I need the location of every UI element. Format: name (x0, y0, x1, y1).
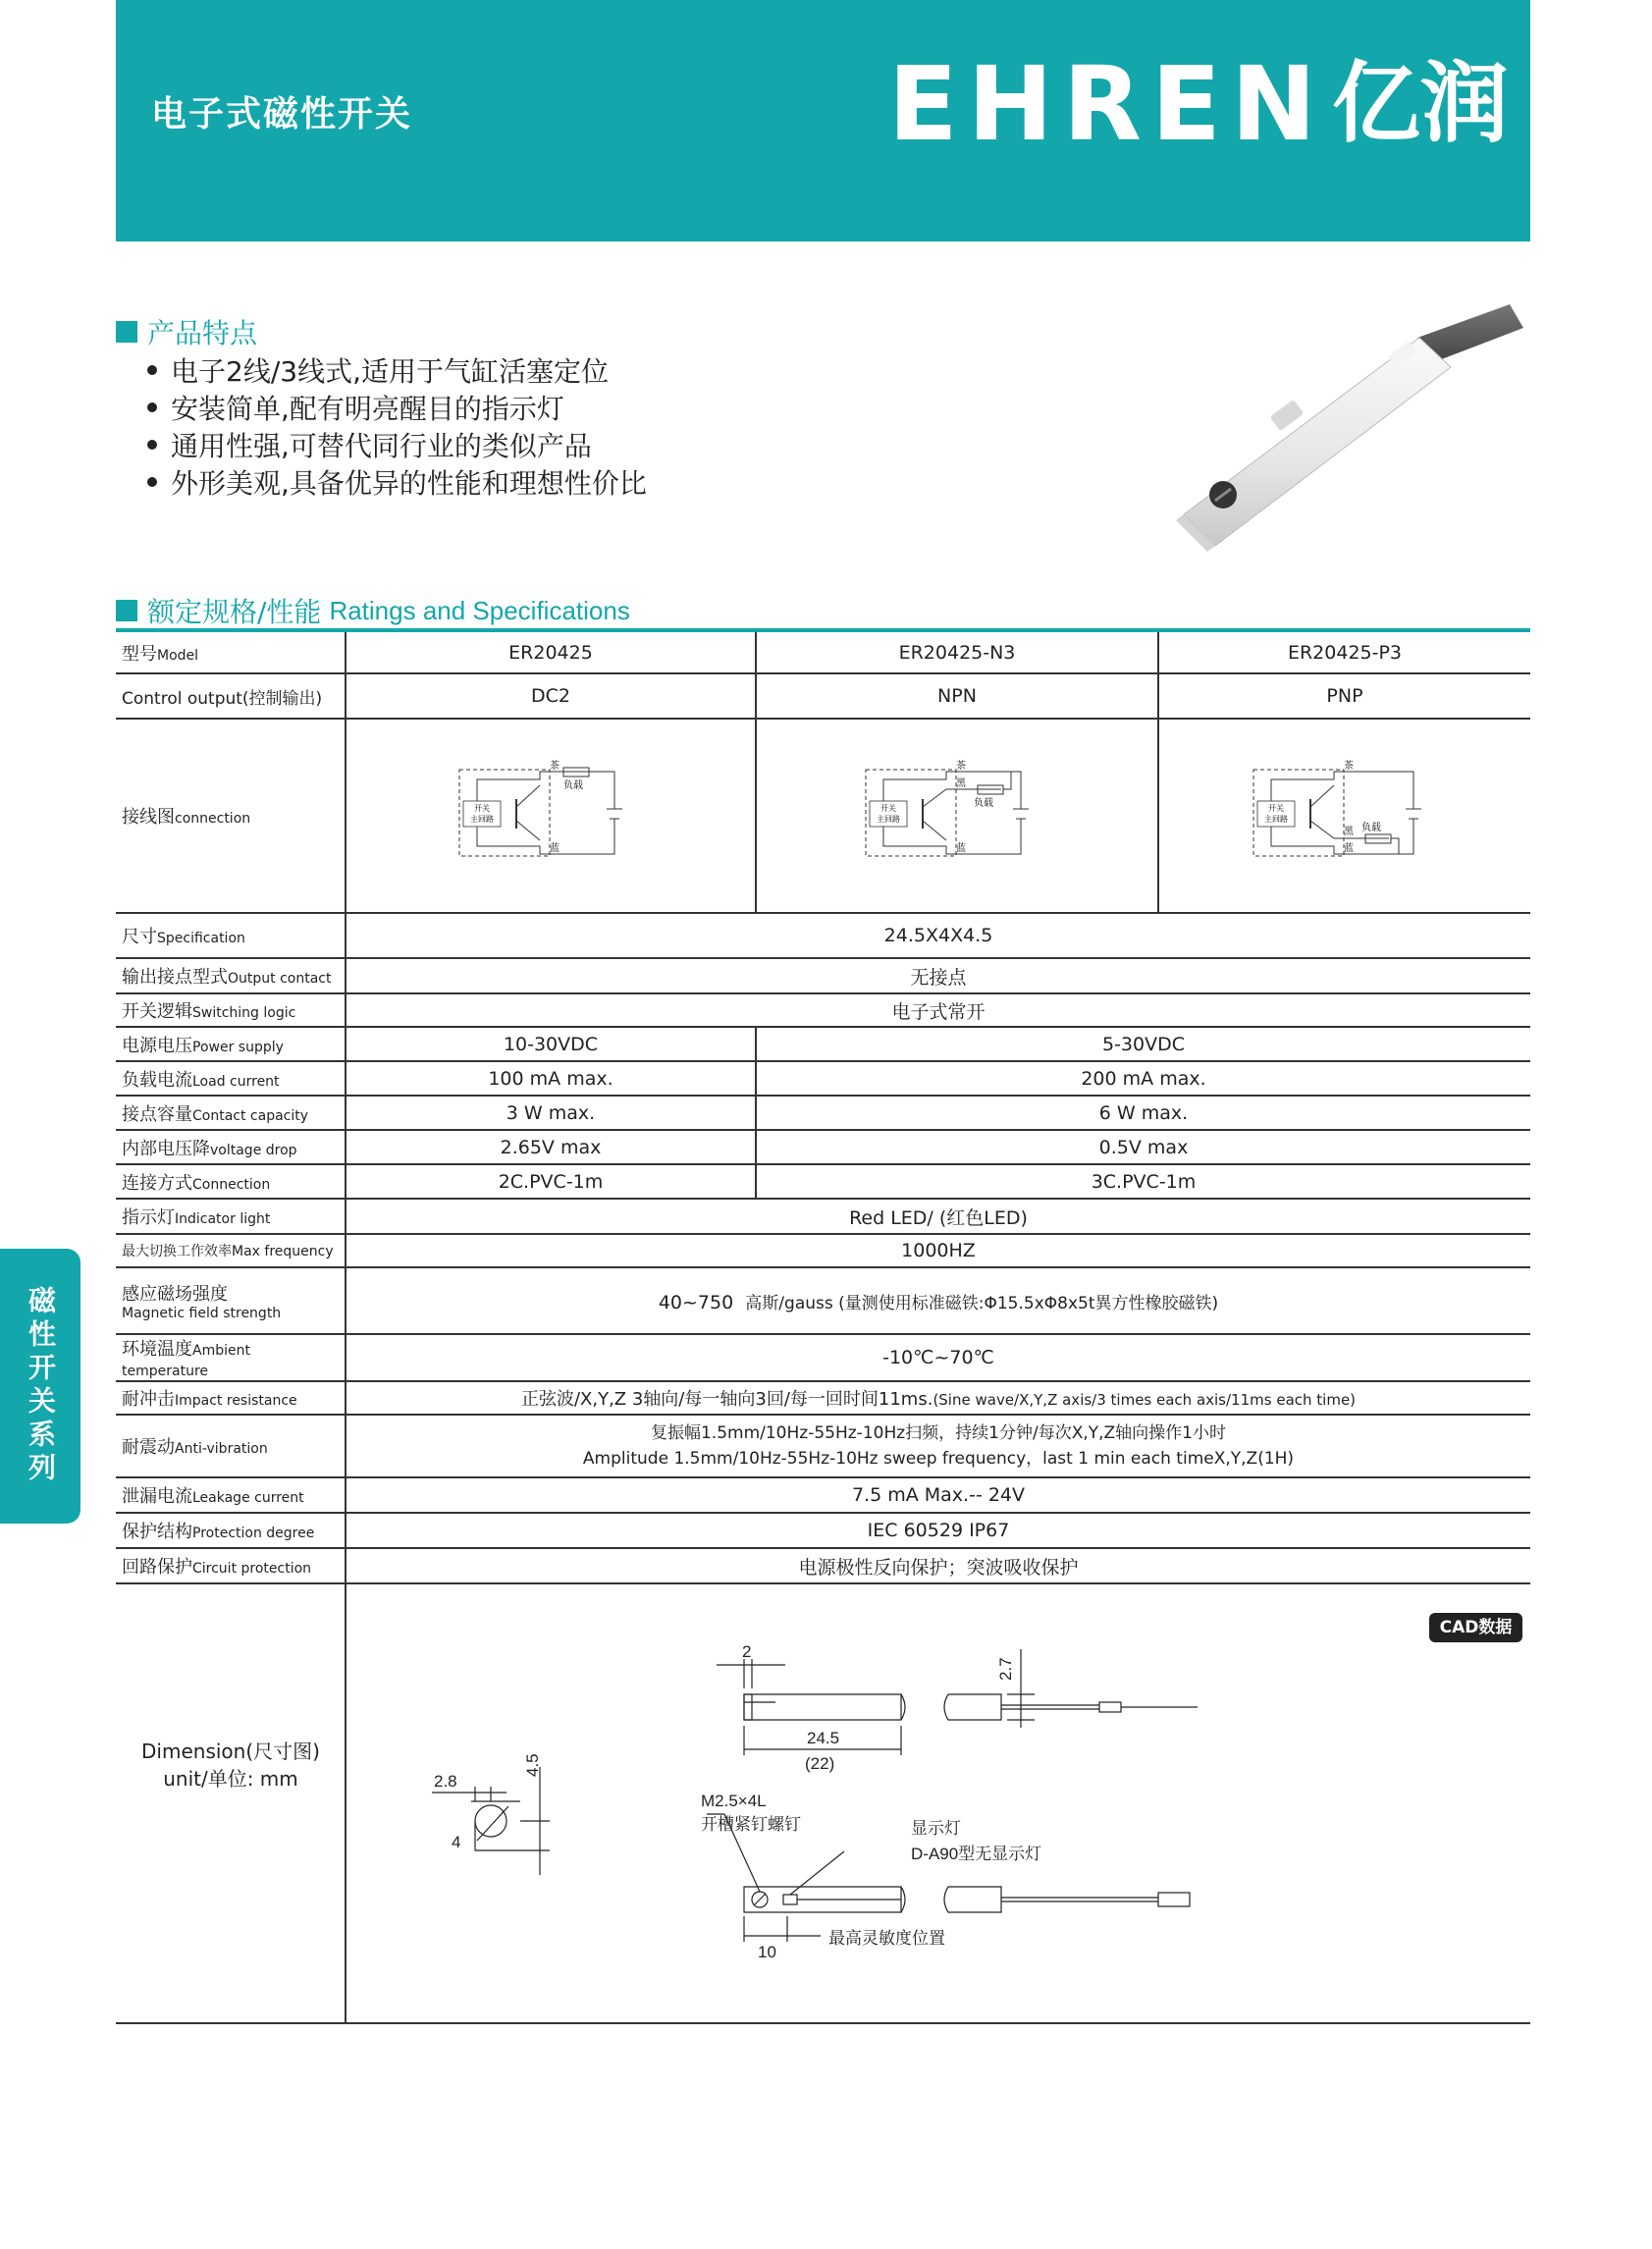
spec-value (346, 1381, 1530, 1415)
model-cell: ER20425-P3 (1158, 630, 1530, 673)
table-row (116, 630, 1530, 673)
vibration-cn: 复振幅1.5mm/10Hz-55Hz-10Hz扫频，持续1分钟/每次X,Y,Z轴向操作1小时 (650, 1423, 1226, 1443)
dim-label: 24.5 (807, 1729, 840, 1747)
dim-label: 2 (742, 1642, 752, 1661)
spec-value: 7.5 mA Max.-- 24V (346, 1477, 1530, 1513)
label-en: Ambient temperature (122, 1343, 250, 1379)
spec-value: 2C.PVC-1m (346, 1164, 756, 1199)
control-cell: DC2 (346, 673, 756, 719)
label-cn: 最大切换工作效率 (122, 1244, 232, 1259)
screw-cn-label: 开槽紧钉螺钉 (701, 1815, 801, 1834)
row-label (116, 1267, 346, 1334)
table-row (116, 1096, 1530, 1130)
label-en: Protection degree (192, 1526, 315, 1541)
row-label (116, 1334, 346, 1381)
specs-title-cn: 额定规格/性能 (147, 596, 322, 628)
wiring-diagram-icon (864, 760, 1050, 868)
label-cn: 电源电压 (122, 1035, 192, 1056)
row-label (116, 719, 346, 913)
impact-cn: 正弦波/X,Y,Z 3轴向/每一轴向3回/每一回时间11ms. (520, 1389, 933, 1410)
indicator-label: 显示灯 (911, 1819, 961, 1838)
spec-value: 100 mA max. (346, 1061, 756, 1096)
label-cn: 连接方式 (122, 1172, 192, 1194)
list-item (147, 428, 647, 465)
table-row (116, 993, 1530, 1027)
row-label (116, 1381, 346, 1415)
label-en: Circuit protection (192, 1561, 312, 1577)
label-cn: 感应磁场强度 (122, 1284, 228, 1305)
label-cn: 接点容量 (122, 1103, 192, 1125)
list-item (147, 465, 647, 503)
row-label (116, 1234, 346, 1267)
load-label: 负载 (974, 797, 993, 809)
row-label (116, 913, 346, 958)
dimension-title: Dimension(尺寸图) (141, 1740, 320, 1763)
table-row (116, 958, 1530, 993)
dim-label: 2.7 (996, 1657, 1015, 1681)
indicator-note-label: D-A90型无显示灯 (911, 1845, 1042, 1863)
feature-text: 外形美观,具备优异的性能和理想性价比 (171, 467, 647, 500)
label-en: Magnetic field strength (122, 1306, 282, 1321)
label-cn: 负载电流 (122, 1069, 192, 1091)
label-en: Leakage current (192, 1490, 304, 1506)
square-icon (116, 600, 137, 621)
label-cn: 回路保护 (122, 1557, 192, 1578)
black-label: 黑 (956, 777, 966, 789)
table-row (116, 673, 1530, 719)
table-row (116, 1334, 1530, 1381)
label-cn: 输出接点型式 (122, 967, 228, 988)
spec-value: 2.65V max (346, 1130, 756, 1164)
switch-label: 开关 (1268, 803, 1284, 813)
table-row (116, 913, 1530, 958)
header-banner (116, 0, 1530, 241)
row-label: Control output(控制输出) (116, 673, 346, 719)
spec-value: 无接点 (346, 958, 1530, 993)
spec-value: 24.5X4X4.5 (346, 913, 1530, 958)
blue-label: 蓝 (956, 842, 966, 854)
control-cell: NPN (756, 673, 1158, 719)
side-tab: 磁性开关系列 (0, 1249, 80, 1524)
features-heading (116, 312, 257, 351)
bullet-icon (147, 402, 157, 412)
label-en: Anti-vibration (175, 1441, 268, 1457)
label-cn: 耐震动 (122, 1437, 175, 1458)
table-row (116, 1027, 1530, 1061)
spec-value: 1000HZ (346, 1234, 1530, 1267)
control-cell: PNP (1158, 673, 1530, 719)
wiring-diagram-npn (756, 719, 1158, 913)
spec-value: 0.5V max (756, 1130, 1530, 1164)
label-en: Connection (192, 1176, 271, 1193)
dim-label: 10 (758, 1943, 776, 1961)
table-row (116, 719, 1530, 913)
table-row (116, 1415, 1530, 1477)
load-label: 负载 (1361, 822, 1381, 833)
label-cn: 耐冲击 (122, 1389, 175, 1410)
label-en: Model (157, 647, 199, 664)
label-cn: 接线图 (122, 807, 175, 828)
row-label (116, 1583, 346, 2023)
spec-value: 电源极性反向保护；突波吸收保护 (346, 1548, 1530, 1583)
bullet-icon (147, 477, 157, 487)
specs-title-en: Ratings and Specifications (329, 595, 630, 625)
row-label (116, 1061, 346, 1096)
features-list (147, 353, 647, 503)
wiring-diagram-dc2 (346, 719, 756, 913)
label-en: Indicator light (175, 1211, 271, 1227)
label-en: Max frequency (232, 1244, 334, 1259)
spec-value (346, 1415, 1530, 1477)
row-label (116, 1164, 346, 1199)
bullet-icon (147, 365, 157, 375)
cad-data-button[interactable]: CAD数据 (1429, 1613, 1522, 1642)
row-label (116, 993, 346, 1027)
label-cn: 保护结构 (122, 1522, 192, 1542)
table-row (116, 1061, 1530, 1096)
label-en: Specification (157, 931, 245, 946)
row-label (116, 1130, 346, 1164)
label-en: Impact resistance (175, 1393, 297, 1409)
black-label: 黑 (1344, 826, 1354, 837)
row-label (116, 1027, 346, 1061)
main-circuit-label: 主回路 (877, 814, 900, 824)
page-title: 电子式磁性开关 (151, 94, 413, 134)
spec-value: Red LED/ (红色LED) (346, 1199, 1530, 1234)
row-label (116, 958, 346, 993)
brown-label: 茶 (550, 760, 560, 772)
row-label (116, 1415, 346, 1477)
spec-value: -10℃~70℃ (346, 1334, 1530, 1381)
brand-logo (887, 44, 1509, 164)
table-row (116, 1164, 1530, 1199)
row-label (116, 630, 346, 673)
row-label (116, 1477, 346, 1513)
table-row (116, 1234, 1530, 1267)
table-row (116, 1130, 1530, 1164)
label-en: Contact capacity (192, 1107, 309, 1124)
label-cn: 尺寸 (122, 927, 157, 947)
label-cn: 开关逻辑 (122, 1001, 192, 1022)
dimension-drawing (412, 1630, 1227, 1983)
spec-value: 200 mA max. (756, 1061, 1530, 1096)
feature-text: 电子2线/3线式,适用于气缸活塞定位 (171, 355, 609, 388)
load-label: 负载 (563, 779, 583, 791)
spec-value: 3 W max. (346, 1096, 756, 1130)
table-row (116, 1477, 1530, 1513)
main-circuit-label: 主回路 (470, 814, 494, 824)
label-cn: 内部电压降 (122, 1138, 210, 1159)
label-en: Switching logic (192, 1005, 296, 1021)
screw-label: M2.5×4L (701, 1792, 767, 1810)
label-en: connection (175, 811, 251, 827)
label-en: voltage drop (210, 1142, 297, 1158)
spec-value (346, 1267, 1530, 1334)
dim-label: 4.5 (523, 1753, 542, 1777)
wiring-diagram-icon (1252, 760, 1438, 868)
wiring-diagram-icon (457, 760, 644, 868)
spec-value: 电子式常开 (346, 993, 1530, 1027)
label-en: Output contact (228, 971, 332, 987)
impact-en: (Sine wave/X,Y,Z axis/3 times each axis/11ms each time) (933, 1391, 1357, 1409)
dim-label: 4 (452, 1833, 461, 1851)
logo-en: EHREN (887, 44, 1326, 164)
specs-heading (116, 591, 630, 630)
brown-label: 茶 (956, 760, 966, 772)
sensitivity-label: 最高灵敏度位置 (828, 1929, 945, 1948)
label-cn: 泄漏电流 (122, 1486, 192, 1507)
feature-text: 通用性强,可替代同行业的类似产品 (171, 430, 592, 462)
product-image (1164, 298, 1527, 554)
bullet-icon (147, 440, 157, 450)
table-row (116, 1381, 1530, 1415)
spec-value: 10-30VDC (346, 1027, 756, 1061)
spec-value: 5-30VDC (756, 1027, 1530, 1061)
table-row (116, 1267, 1530, 1334)
wiring-diagram-pnp (1158, 719, 1530, 913)
row-label (116, 1096, 346, 1130)
model-cell: ER20425-N3 (756, 630, 1158, 673)
label-en: Load current (192, 1073, 280, 1090)
switch-label: 开关 (474, 803, 490, 813)
dim-label: 2.8 (434, 1772, 457, 1791)
label-cn: 指示灯 (122, 1207, 175, 1228)
main-circuit-label: 主回路 (1264, 814, 1288, 824)
switch-label: 开关 (880, 803, 896, 813)
table-row (116, 1548, 1530, 1583)
dimension-label (116, 1738, 346, 1793)
spec-value: IEC 60529 IP67 (346, 1513, 1530, 1548)
model-cell: ER20425 (346, 630, 756, 673)
table-row (116, 1199, 1530, 1234)
vibration-en: Amplitude 1.5mm/10Hz-55Hz-10Hz sweep frequency，last 1 min each timeX,Y,Z(1H) (582, 1449, 1295, 1469)
row-label (116, 1513, 346, 1548)
list-item (147, 391, 647, 428)
feature-text: 安装简单,配有明亮醒目的指示灯 (171, 393, 564, 425)
magnetic-range: 40~750 (658, 1291, 734, 1313)
magnetic-note: 高斯/gauss (量测使用标准磁铁:Φ15.5xΦ8x5t異方性橡胶磁铁) (745, 1293, 1219, 1313)
label-cn: 环境温度 (122, 1339, 192, 1360)
row-label (116, 1548, 346, 1583)
label-en: Power supply (192, 1039, 284, 1055)
blue-label: 蓝 (1344, 842, 1354, 854)
features-title: 产品特点 (147, 317, 258, 349)
brown-label: 茶 (1344, 760, 1354, 772)
blue-label: 蓝 (550, 842, 560, 854)
spec-value: 6 W max. (756, 1096, 1530, 1130)
logo-cn: 亿润 (1332, 52, 1509, 155)
row-label (116, 1199, 346, 1234)
spec-value: 3C.PVC-1m (756, 1164, 1530, 1199)
dimension-unit: unit/单位: mm (163, 1767, 298, 1791)
table-row (116, 1513, 1530, 1548)
label-cn: 型号 (122, 643, 157, 665)
dim-label: (22) (805, 1754, 835, 1773)
square-icon (116, 321, 137, 343)
list-item (147, 353, 647, 391)
